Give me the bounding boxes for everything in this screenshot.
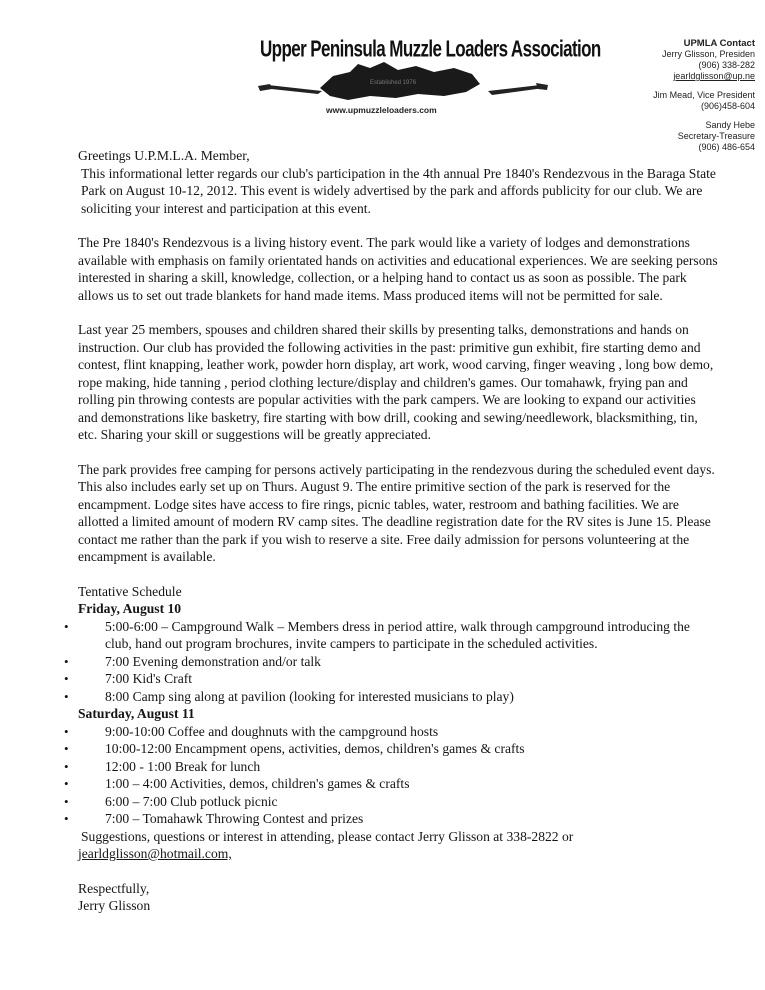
paragraph-camping: The park provides free camping for persons actively participating in the rendezvous during the scheduled event days. This also includes early set up on Thurs. August 9. The entire primitive section of the park is reserved for the encampment. Lodge sites have access to fire rings, picnic tables, water, restroom and bathing facilities. We are allotted a limited amount of modern RV camp sites. The deadline registration date for the RV sites is June 15. Please contact me rather than the park if you wish to reserve a site. Free daily admission for persons volunteering at the encampment is available. [78,461,715,564]
secretary-name: Sandy Hebe [705,120,755,130]
list-item: • 9:00-10:00 Coffee and doughnuts with the campground hosts [78,723,718,741]
list-item: • 12:00 - 1:00 Break for lunch [78,758,718,776]
schedule-title: Tentative Schedule [78,583,182,599]
list-item: • 7:00 Evening demonstration and/or talk [78,653,718,671]
greeting: Greetings U.P.M.L.A. Member, [78,148,250,163]
list-item: • 7:00 – Tomahawk Throwing Contest and prizes [78,810,718,828]
website-url[interactable]: www.upmuzzleloaders.com [326,105,437,115]
friday-heading: Friday, August 10 [78,601,182,616]
friday-list [78,618,718,706]
list-item: • 8:00 Camp sing along at pavilion (looking for interested musicians to play) [78,688,718,706]
established-text: Established 1976 [370,80,417,86]
closing: Respectfully, [78,880,150,896]
org-logo [258,36,601,116]
list-item: • 10:00-12:00 Encampment opens, activities, demos, children's games & crafts [78,740,718,758]
saturday-heading: Saturday, August 11 [78,706,195,721]
secretary-title: Secretary-Treasure [677,131,755,141]
secretary-phone: (906) 486-654 [698,142,755,152]
letter-body [78,147,718,915]
vice-president-phone: (906)458-604 [700,101,755,111]
contact-line: Suggestions, questions or interest in attending, please contact Jerry Glisson at 338-2822 or [81,828,574,844]
list-item: • 5:00-6:00 – Campground Walk – Members dress in period attire, walk through campground introducing the club, hand out program brochures, invite campers to participate in the scheduled activities. [78,618,718,653]
list-item: • 6:00 – 7:00 Club potluck picnic [78,793,718,811]
signature: Jerry Glisson [78,898,151,913]
president-email[interactable]: jearldglisson@up.ne [673,71,755,81]
closing-block [78,880,718,915]
org-name: Upper Peninsula Muzzle Loaders Association [260,36,601,62]
paragraph-activities: Last year 25 members, spouses and children shared their skills by presenting talks, demonstrations and hands on instruction. Our club has provided the following activities in the past: primitive gun exhibit, fire starting demo and contest, flint knapping, leather work, powder horn display, art work, wood carving, finger weaving , long bow demo, rope making, hide tanning , period clothing lecture/display and children's games. Our tomahawk, frying pan and rolling pin throwing contests are popular activities with the park campers. We are looking to expand our activities and demonstrations like basketry, fire starting with bow drill, cooking and sewing/needlework, blacksmithing, tin, etc. Sharing your skill or suggestions will be greatly appreciated. [78,322,714,442]
president-name: Jerry Glisson, Presiden [661,49,755,59]
saturday-list [78,723,718,828]
peninsula-muskets-logo-icon [258,58,548,106]
contact-block [585,38,755,161]
schedule [78,583,718,863]
vice-president-name: Jim Mead, Vice President [653,90,755,100]
contact-email-link[interactable]: jearldglisson@hotmail.com, [78,846,232,861]
president-phone: (906) 338-282 [698,60,755,70]
paragraph-rendezvous: The Pre 1840's Rendezvous is a living history event. The park would like a variety of lodges and demonstrations available with emphasis on family orientated hands on activities and educational experiences. We are seeking persons interested in sharing a skill, knowledge, collection, or a helping hand to contact us as soon as possible. The park allows us to set out trade blankets for hand made items. Mass produced items will not be permitted for sale. [78,235,718,303]
list-item: • 7:00 Kid's Craft [78,670,718,688]
paragraph-intro: This informational letter regards our club's participation in the 4th annual Pre 1840's Rendezvous in the Baraga State Park on August 10-12, 2012. This event is widely advertised by the park and affords publicity for our club. We are soliciting your interest and participation at this event. [81,165,716,216]
contacts-heading: UPMLA Contact [683,38,755,49]
list-item: • 1:00 – 4:00 Activities, demos, children's games & crafts [78,775,718,793]
